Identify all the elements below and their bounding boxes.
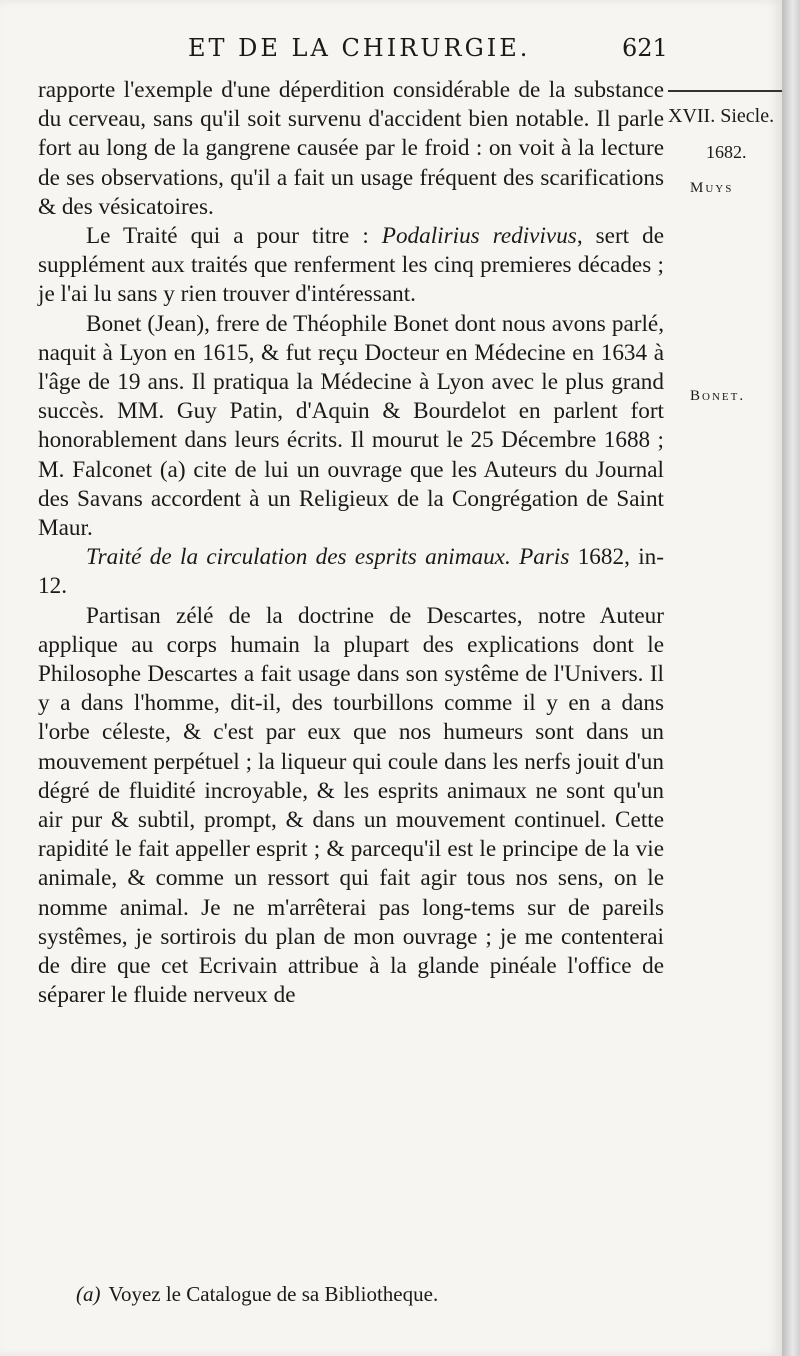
margin-note-muys: Muys — [690, 180, 734, 196]
book-title-traite: Traité de la circulation des esprits animaux. Paris — [86, 544, 570, 571]
page-edge — [782, 0, 800, 1356]
running-title: ET DE LA CHIRURGIE. — [188, 34, 531, 62]
margin-note-year: 1682. — [706, 142, 747, 162]
margin-note-century: XVII. Siecle. — [668, 105, 775, 127]
paragraph-5: Partisan zélé de la doctrine de Descartes, notre Auteur applique au corps humain la plupart des explications dont le Philosophe Descartes a fait usage dans son systême de l'Univers. Il y a dans l'homme, dit-il, des tourbillons comme il y en a dans l'orbe céleste, & c'est par eux que nos humeurs sont dans un mouvement perpétuel ; la liqueur qui coule dans les nerfs jouit d'un dégré de fluidité incroyable, & les esprits animaux ne sont qu'un air pur & subtil, prompt, & dans un mouvement continuel. Cette rapidité le fait appeller esprit ; & parcequ'il est le principe de la vie animale, & comme un ressort qui fait agir tous nos sens, on le nomme animal. Je ne m'arrêterai pas long-tems sur de pareils systêmes, je sortirois du plan de mon ouvrage ; je me contenterai de dire que cet Ecrivain attribue à la glande pinéale l'office de séparer le fluide nerveux de — [38, 602, 664, 1009]
book-title-podalirius: Podalirius redivivus — [381, 223, 577, 250]
page-number: 621 — [622, 34, 668, 62]
paragraph-4 — [38, 543, 664, 601]
running-head — [160, 34, 780, 74]
paragraph-2-lead: Le Traité qui a pour titre : — [86, 223, 382, 250]
paragraph-4-rest: 1682, in-12. — [38, 544, 664, 600]
paragraph-2-rest: , sert de supplément aux traités que renferment les cinq premieres décades ; je l'ai lu sans y rien trouver d'intéressant. — [38, 223, 664, 308]
paragraph-1: rapporte l'exemple d'une déperdition considérable de la substance du cerveau, sans qu'il soit survenu d'accident bien notable. Il parle fort au long de la gangrene causée par le froid : on voit à la lecture de ses observations, qu'il a fait un usage fréquent des scarifications & des vésicatoires. — [38, 77, 664, 220]
paragraph-2 — [38, 222, 664, 310]
footnote — [76, 1282, 676, 1307]
footnote-mark: (a) — [76, 1282, 101, 1306]
main-text — [38, 76, 664, 1011]
footnote-text: Voyez le Catalogue de sa Bibliotheque. — [108, 1282, 439, 1306]
paragraph-3: Bonet (Jean), frere de Théophile Bonet dont nous avons parlé, naquit à Lyon en 1615, & fut reçu Docteur en Médecine en 1634 à l'âge de 19 ans. Il pratiqua la Médecine à Lyon avec le plus grand succès. MM. Guy Patin, d'Aquin & Bourdelot en parlent fort honorablement dans leurs écrits. Il mourut le 25 Décembre 1688 ; M. Falconet (a) cite de lui un ouvrage que les Auteurs du Journal des Savans accordent à un Religieux de la Congrégation de Saint Maur. — [38, 310, 664, 542]
margin-rule — [668, 90, 792, 92]
margin-note-bonet: Bonet. — [690, 388, 746, 404]
